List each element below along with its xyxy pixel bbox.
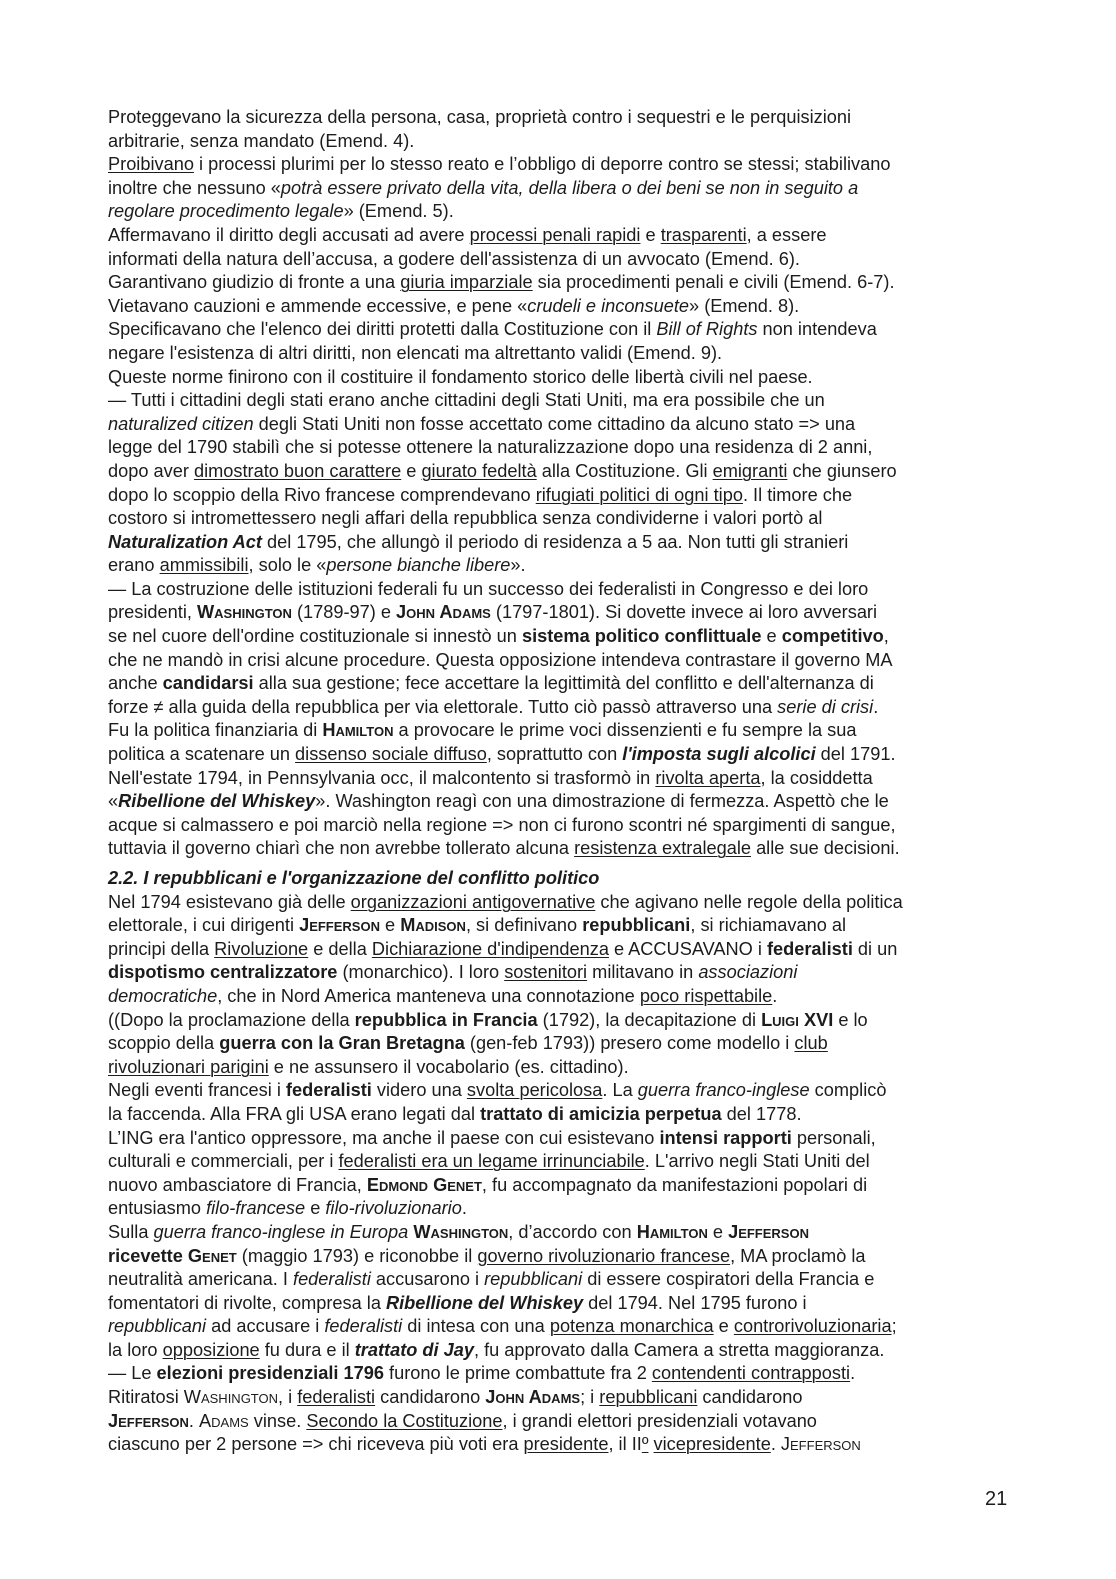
text-line <box>108 1221 1028 1245</box>
text-line <box>108 1362 1028 1386</box>
text-run: ; i <box>580 1387 600 1408</box>
underlined-text: Secondo la Costituzione <box>306 1410 503 1431</box>
name-small-caps: Jefferson <box>780 1434 861 1455</box>
bold-italic-text: Ribellione del Whiskey <box>118 791 316 812</box>
underlined-text: processi penali rapidi <box>469 224 641 245</box>
underlined-text: giurato fedeltà <box>421 460 537 481</box>
text-line <box>108 1245 1028 1269</box>
text-line <box>108 719 1028 743</box>
italic-text: crudeli e inconsuete <box>527 295 690 316</box>
name-small-caps: Madison <box>400 915 466 936</box>
text-line <box>108 200 1028 224</box>
text-run: e lo <box>833 1009 868 1030</box>
text-run: che ne mandò in crisi alcune procedure. Questa opposizione intendeva contrastare il governo MA <box>108 649 893 670</box>
text-run: candidarono <box>697 1387 803 1408</box>
text-run: , d’accordo con <box>508 1221 637 1242</box>
underlined-text: rivoluzionari parigini <box>108 1056 269 1077</box>
text-line <box>108 743 1028 767</box>
text-run: culturali e commerciali, per i <box>108 1151 339 1172</box>
text-run: » (Emend. 8). <box>689 295 800 316</box>
text-run: scoppio della <box>108 1033 220 1054</box>
text-run: , i grandi elettori presidenziali votavano <box>502 1410 817 1431</box>
name-small-caps: John Adams <box>485 1387 581 1408</box>
text-line <box>108 914 1028 938</box>
underlined-text: º <box>641 1434 649 1455</box>
text-run: erano <box>108 555 160 576</box>
italic-text: guerra franco-inglese in Europa <box>153 1221 409 1242</box>
text-line <box>108 672 1028 696</box>
page-number: 21 <box>985 1488 1008 1510</box>
text-run: fu dura e il <box>259 1339 355 1360</box>
bold-text: guerra con la Gran Bretagna <box>219 1033 465 1054</box>
underlined-text: Rivoluzione <box>214 938 309 959</box>
text-line <box>108 1339 1028 1363</box>
text-line <box>108 767 1028 791</box>
text-line <box>108 1386 1028 1410</box>
text-line <box>108 790 1028 814</box>
bold-text: dispotismo centralizzatore <box>108 962 338 983</box>
text-run: e <box>401 460 422 481</box>
text-run: vinse. <box>248 1410 307 1431</box>
text-run: ((Dopo la proclamazione della <box>108 1009 355 1030</box>
text-line <box>108 601 1028 625</box>
text-run: del 1778. <box>721 1103 802 1124</box>
text-run: negare l'esistenza di altri diritti, non elencati ma altrettanto validi (Emend. 9). <box>108 342 723 363</box>
text-run: Queste norme finirono con il costituire il fondamento storico delle libertà civili nel paese. <box>108 366 813 387</box>
text-line <box>108 985 1028 1009</box>
underlined-text: controrivoluzionaria <box>733 1316 892 1337</box>
text-run: e ACCUSAVANO i <box>608 938 767 959</box>
text-line <box>108 1174 1028 1198</box>
name-small-caps: Luigi XVI <box>761 1009 834 1030</box>
underlined-text: rifugiati politici di ogni tipo <box>535 484 743 505</box>
bold-italic-text: 2.2. I repubblicani e l'organizzazione del conflitto politico <box>108 868 600 888</box>
text-run: Sulla <box>108 1221 154 1242</box>
text-line <box>108 1032 1028 1056</box>
text-line <box>108 366 1028 390</box>
text-run: la faccenda. Alla FRA gli USA erano legati dal <box>108 1103 481 1124</box>
text-line <box>108 342 1028 366</box>
text-run: Nell'estate 1794, in Pennsylvania occ, il malcontento si trasformò in <box>108 767 656 788</box>
text-run: — Le <box>108 1363 157 1384</box>
text-run: e <box>379 915 401 936</box>
text-line <box>108 1056 1028 1080</box>
text-line <box>108 1292 1028 1316</box>
text-run: « <box>108 791 119 812</box>
text-run: informati della natura dell’accusa, a godere dell'assistenza di un avvocato (Emend. 6). <box>108 248 800 269</box>
text-line <box>108 625 1028 649</box>
text-run: Affermavano il diritto degli accusati ad avere <box>108 224 470 245</box>
text-run: inoltre che nessuno « <box>108 177 281 198</box>
text-run: non intendeva <box>757 319 877 340</box>
text-run: , fu accompagnato da manifestazioni popolari di <box>481 1174 868 1195</box>
italic-text: federalisti <box>324 1316 403 1337</box>
text-run: elettorale, i cui dirigenti <box>108 915 300 936</box>
text-run: del 1791. <box>815 744 896 765</box>
text-run: , si richiamavano al <box>690 915 847 936</box>
underlined-text: Proibivano <box>108 154 194 175</box>
text-run: presidenti, <box>108 602 197 623</box>
bold-text: sistema politico conflittuale <box>521 626 762 647</box>
name-small-caps: Jefferson <box>299 915 380 936</box>
text-line <box>108 248 1028 272</box>
bold-text: trattato di amicizia perpetua <box>480 1103 722 1124</box>
text-run: » (Emend. 5). <box>343 201 454 222</box>
text-run: . L'arrivo negli Stati Uniti del <box>644 1151 870 1172</box>
text-line <box>108 1197 1028 1221</box>
text-line <box>108 961 1028 985</box>
underlined-text: emigranti <box>712 460 788 481</box>
text-run: di intesa con una <box>402 1316 550 1337</box>
text-line <box>108 578 1028 602</box>
text-run: ». <box>510 555 526 576</box>
text-run: , solo le « <box>248 555 327 576</box>
bold-text: federalisti <box>766 938 853 959</box>
underlined-text: vicepresidente <box>653 1434 771 1455</box>
bold-text: elezioni presidenziali 1796 <box>156 1363 384 1384</box>
text-run: acque si calmassero e poi marciò nella regione => non ci furono scontri né spargimenti di sangue, <box>108 814 896 835</box>
text-run: . <box>873 696 879 717</box>
text-run: ». Washington reagì con una dimostrazione di fermezza. Aspettò che le <box>315 791 889 812</box>
text-line <box>108 531 1028 555</box>
underlined-text: poco rispettabile <box>639 985 773 1006</box>
text-run: . <box>850 1363 856 1384</box>
bold-italic-text: Ribellione del Whiskey <box>385 1292 584 1313</box>
underlined-text: repubblicani <box>599 1387 698 1408</box>
text-run: politica a scatenare un <box>108 744 296 765</box>
text-run: Specificavano che l'elenco dei diritti protetti dalla Costituzione con il <box>108 319 657 340</box>
text-run: forze ≠ alla guida della repubblica per via elettorale. Tutto ciò passò attraverso una <box>108 696 778 717</box>
document-body <box>108 106 1028 1457</box>
text-line <box>108 318 1028 342</box>
text-run: ; <box>891 1316 897 1337</box>
text-run: la loro <box>108 1339 163 1360</box>
text-run: sia procedimenti penali e civili (Emend. 6-7). <box>532 272 895 293</box>
italic-text: Bill of Rights <box>656 319 758 340</box>
text-run: e <box>761 626 782 647</box>
text-run: , <box>883 626 889 647</box>
bold-italic-text: l'imposta sugli alcolici <box>622 744 816 765</box>
text-line <box>108 413 1028 437</box>
text-line <box>108 1150 1028 1174</box>
text-run: anche <box>108 673 163 694</box>
text-run: , MA proclamò la <box>730 1245 866 1266</box>
text-run: se nel cuore dell'ordine costituzionale si innestò un <box>108 626 522 647</box>
italic-text: regolare procedimento legale <box>108 201 344 222</box>
text-run: , che in Nord America manteneva una connotazione <box>217 985 640 1006</box>
text-run: dopo lo scoppio della Rivo francese comprendevano <box>108 484 536 505</box>
text-run: del 1795, che allungò il periodo di residenza a 5 aa. Non tutti gli stranieri <box>261 531 849 552</box>
text-run: nuovo ambasciatore di Francia, <box>108 1174 367 1195</box>
italic-text: guerra franco-inglese <box>637 1080 810 1101</box>
italic-text: naturalized citizen <box>108 413 254 434</box>
name-small-caps: Hamilton <box>322 720 394 741</box>
bold-text: federalisti <box>285 1080 372 1101</box>
text-run: (1789-97) e <box>291 602 397 623</box>
text-line <box>108 507 1028 531</box>
text-line <box>108 891 1028 915</box>
bold-text: intensi rapporti <box>659 1127 792 1148</box>
name-small-caps: Washington <box>196 602 292 623</box>
italic-text: serie di crisi <box>777 696 874 717</box>
text-run: — La costruzione delle istituzioni federali fu un successo dei federalisti in Congresso e dei loro <box>108 578 869 599</box>
text-line <box>108 484 1028 508</box>
text-run: (1797-1801). Si dovette invece ai loro avversari <box>490 602 878 623</box>
italic-text: potrà essere privato della vita, della libera o dei beni se non in seguito a <box>280 177 859 198</box>
text-run: , si definivano <box>465 915 583 936</box>
text-run: dopo aver <box>108 460 194 481</box>
text-line <box>108 106 1028 130</box>
text-line <box>108 271 1028 295</box>
text-run: legge del 1790 stabilì che si potesse ottenere la naturalizzazione dopo una residenza di 2 anni, <box>108 437 873 458</box>
text-line <box>108 1009 1028 1033</box>
text-line <box>108 554 1028 578</box>
text-run: Garantivano giudizio di fronte a una <box>108 272 401 293</box>
text-run: accusarono i <box>370 1269 485 1290</box>
underlined-text: rivolta aperta <box>655 767 761 788</box>
text-run: Negli eventi francesi i <box>108 1080 286 1101</box>
text-run: (maggio 1793) e riconobbe il <box>236 1245 478 1266</box>
text-run: videro una <box>371 1080 467 1101</box>
text-line <box>108 814 1028 838</box>
bold-text: repubblica in Francia <box>354 1009 538 1030</box>
name-small-caps: Washington <box>413 1221 509 1242</box>
text-line <box>108 436 1028 460</box>
bold-italic-text: Naturalization Act <box>108 531 262 552</box>
text-run: candidarono <box>375 1387 486 1408</box>
underlined-text: governo rivoluzionario francese <box>477 1245 731 1266</box>
text-run: alla sua gestione; fece accettare la legittimità del conflitto e dell'alternanza di <box>253 673 874 694</box>
text-line <box>108 1127 1028 1151</box>
text-run: Fu la politica finanziaria di <box>108 720 323 741</box>
text-line <box>108 224 1028 248</box>
text-line <box>108 1268 1028 1292</box>
text-line <box>108 153 1028 177</box>
text-run: e ne assunsero il vocabolario (es. cittadino). <box>268 1056 629 1077</box>
text-line <box>108 1079 1028 1103</box>
text-run: fomentatori di rivolte, compresa la <box>108 1292 386 1313</box>
text-run: del 1794. Nel 1795 furono i <box>583 1292 807 1313</box>
name-small-caps: Jefferson <box>728 1221 809 1242</box>
bold-italic-text: trattato di Jay <box>354 1339 474 1360</box>
text-line <box>108 696 1028 720</box>
text-line <box>108 295 1028 319</box>
underlined-text: potenza monarchica <box>549 1316 714 1337</box>
italic-text: persone bianche libere <box>326 555 511 576</box>
text-run: , la cosiddetta <box>760 767 873 788</box>
text-run: alla Costituzione. Gli <box>536 460 713 481</box>
section-heading <box>108 867 1028 891</box>
text-run: . <box>772 985 778 1006</box>
underlined-text: Dichiarazione d'indipendenza <box>371 938 609 959</box>
text-line <box>108 177 1028 201</box>
text-run: ad accusare i <box>206 1316 325 1337</box>
text-line <box>108 389 1028 413</box>
text-run: — Tutti i cittadini degli stati erano anche cittadini degli Stati Uniti, ma era possibile che un <box>108 390 825 411</box>
text-run: che giunsero <box>787 460 897 481</box>
underlined-text: organizzazioni antigovernative <box>350 891 596 912</box>
text-run: . <box>770 1434 781 1455</box>
text-run: Ritiratosi <box>108 1387 184 1408</box>
text-run: personali, <box>791 1127 876 1148</box>
text-line <box>108 649 1028 673</box>
underlined-text: opposizione <box>162 1339 260 1360</box>
underlined-text: giuria imparziale <box>400 272 533 293</box>
text-run: (1792), la decapitazione di <box>537 1009 762 1030</box>
bold-text: candidarsi <box>162 673 254 694</box>
name-small-caps: Edmond Genet <box>366 1174 482 1195</box>
underlined-text: svolta pericolosa <box>466 1080 603 1101</box>
text-run: che agivano nelle regole della politica <box>595 891 903 912</box>
name-small-caps: Adams <box>199 1410 249 1431</box>
italic-text: democratiche <box>108 985 218 1006</box>
text-run: arbitrarie, senza mandato (Emend. 4). <box>108 130 415 151</box>
bold-text: competitivo <box>781 626 884 647</box>
text-run: Vietavano cauzioni e ammende eccessive, e pene « <box>108 295 528 316</box>
underlined-text: dimostrato buon carattere <box>193 460 402 481</box>
text-run: a provocare le prime voci dissenzienti e fu sempre la sua <box>393 720 857 741</box>
text-line <box>108 130 1028 154</box>
text-run: (gen-feb 1793)) presero come modello i <box>464 1033 795 1054</box>
name-small-caps: Jefferson <box>108 1410 189 1431</box>
italic-text: filo-rivoluzionario <box>325 1198 462 1219</box>
text-run: , i <box>278 1387 298 1408</box>
underlined-text: resistenza extralegale <box>574 838 752 859</box>
underlined-text: sostenitori <box>504 962 588 983</box>
text-line <box>108 938 1028 962</box>
text-run: complicò <box>809 1080 887 1101</box>
text-run: alle sue decisioni. <box>751 838 900 859</box>
text-run: i processi plurimi per lo stesso reato e l’obbligo di deporre contro se stessi; stabilivano <box>193 154 891 175</box>
name-small-caps: John Adams <box>396 602 491 623</box>
text-run: (monarchico). I loro <box>337 962 505 983</box>
text-run: Nel 1794 esistevano già delle <box>108 891 351 912</box>
text-run: costoro si intromettessero negli affari della repubblica senza condividerne i valori portò al <box>108 508 823 529</box>
text-run: principi della <box>108 938 215 959</box>
text-run: e <box>640 224 661 245</box>
underlined-text: club <box>794 1033 828 1054</box>
text-run: . <box>188 1410 200 1431</box>
text-run: e <box>305 1198 326 1219</box>
text-line <box>108 1410 1028 1434</box>
text-run: . <box>461 1198 467 1219</box>
text-line <box>108 837 1028 861</box>
underlined-text: federalisti <box>297 1387 376 1408</box>
italic-text: filo-francese <box>206 1198 306 1219</box>
text-run: e della <box>308 938 372 959</box>
text-run: L’ING era l'antico oppressore, ma anche il paese con cui esistevano <box>108 1127 660 1148</box>
name-small-caps: Washington <box>183 1387 279 1408</box>
italic-text: repubblicani <box>108 1316 207 1337</box>
text-run: e <box>713 1316 734 1337</box>
italic-text: associazioni <box>698 962 798 983</box>
underlined-text: presidente <box>523 1434 609 1455</box>
text-run: militavano in <box>587 962 699 983</box>
text-line <box>108 1103 1028 1127</box>
text-run: . La <box>602 1080 638 1101</box>
underlined-text: trasparenti <box>660 224 747 245</box>
italic-text: repubblicani <box>484 1269 583 1290</box>
text-run: , fu approvato dalla Camera a stretta maggioranza. <box>473 1339 885 1360</box>
text-run: tuttavia il governo chiarì che non avrebbe tollerato alcuna <box>108 838 575 859</box>
text-run: di un <box>852 938 898 959</box>
text-run: degli Stati Uniti non fosse accettato come cittadino da alcuno stato => una <box>253 413 856 434</box>
text-run: , a essere <box>746 224 827 245</box>
text-run: , il II <box>608 1434 642 1455</box>
text-run: neutralità americana. I <box>108 1269 294 1290</box>
name-small-caps: Genet <box>187 1245 237 1266</box>
bold-text: repubblicani <box>582 915 691 936</box>
underlined-text: federalisti era un legame irrinunciabile <box>338 1151 645 1172</box>
name-small-caps: Hamilton <box>636 1221 708 1242</box>
text-run: furono le prime combattute fra 2 <box>383 1363 652 1384</box>
underlined-text: ammissibili <box>159 555 249 576</box>
text-run: . Il timore che <box>742 484 853 505</box>
underlined-text: dissenso sociale diffuso <box>295 744 487 765</box>
bold-text: ricevette <box>108 1245 188 1266</box>
text-run: entusiasmo <box>108 1198 207 1219</box>
underlined-text: contendenti contrapposti <box>651 1363 851 1384</box>
italic-text: federalisti <box>293 1269 371 1290</box>
text-line <box>108 1433 1028 1457</box>
text-run: e <box>707 1221 729 1242</box>
text-line <box>108 460 1028 484</box>
text-run: ciascuno per 2 persone => chi riceveva più voti era <box>108 1434 524 1455</box>
text-run: , soprattutto con <box>486 744 623 765</box>
text-run: di essere cospiratori della Francia e <box>582 1269 875 1290</box>
text-line <box>108 1315 1028 1339</box>
text-run: Proteggevano la sicurezza della persona, casa, proprietà contro i sequestri e le perquisizioni <box>108 107 852 127</box>
